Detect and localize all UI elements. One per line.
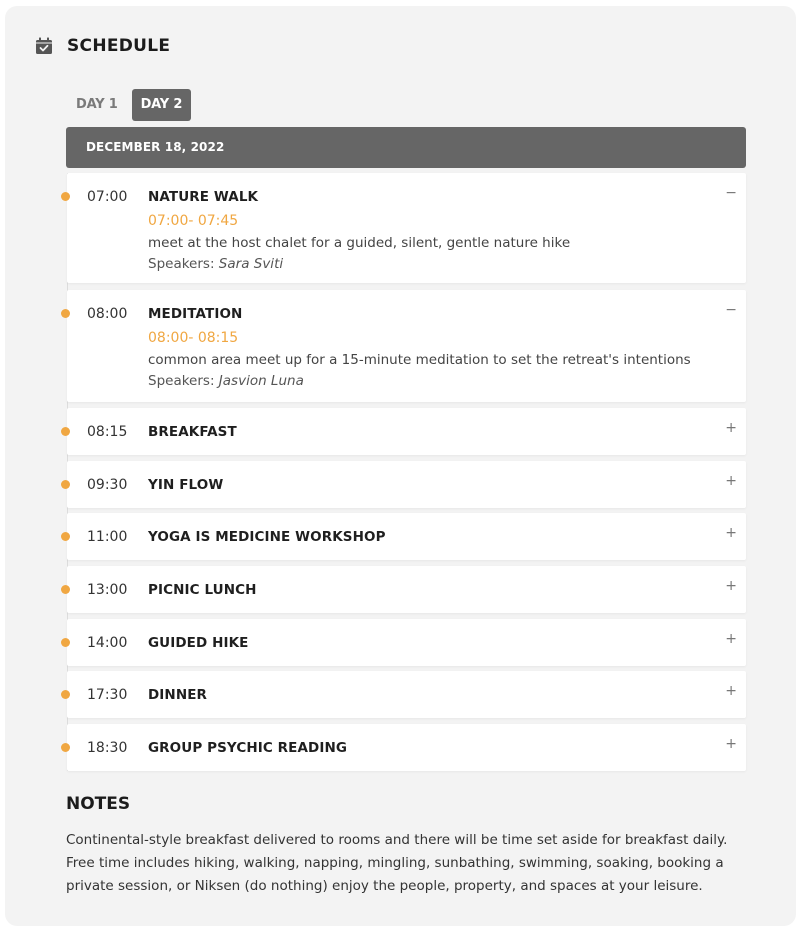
expand-icon[interactable]: + xyxy=(725,683,737,699)
item-title: YOGA IS MEDICINE WORKSHOP xyxy=(148,529,386,545)
timeline-dot xyxy=(61,480,70,489)
timeline-dot xyxy=(61,743,70,752)
timeline-dot xyxy=(61,192,70,201)
item-time-range: 07:00- 07:45 xyxy=(148,213,239,229)
item-time: 13:00 xyxy=(87,582,128,598)
item-time: 09:30 xyxy=(87,477,128,493)
item-time: 08:15 xyxy=(87,424,128,440)
expand-icon[interactable]: + xyxy=(725,420,737,436)
item-time: 18:30 xyxy=(87,740,128,756)
expand-icon[interactable]: + xyxy=(725,473,737,489)
timeline-dot xyxy=(61,309,70,318)
collapse-icon[interactable]: − xyxy=(725,302,737,318)
item-title: GUIDED HIKE xyxy=(148,635,249,651)
timeline-dot xyxy=(61,532,70,541)
schedule-item-yoga-workshop[interactable] xyxy=(67,513,746,560)
schedule-item-yin-flow[interactable] xyxy=(67,461,746,508)
item-title: PICNIC LUNCH xyxy=(148,582,257,598)
timeline-dot xyxy=(61,690,70,699)
speaker-name: Sara Sviti xyxy=(218,256,284,272)
item-title: MEDITATION xyxy=(148,306,243,322)
notes-text: Continental-style breakfast delivered to rooms and there will be time set aside for breakfast daily. Free time includes hiking, walking, napping, mingling, sunbathing, swimming, soaking, booking a private session, or Niksen (do nothing) enjoy the people, property, and spaces at your leisure. xyxy=(66,832,728,894)
item-title: YIN FLOW xyxy=(148,477,224,493)
expand-icon[interactable]: + xyxy=(725,525,737,541)
schedule-item-picnic-lunch[interactable] xyxy=(67,566,746,613)
collapse-icon[interactable]: − xyxy=(725,185,737,201)
schedule-header xyxy=(33,34,170,58)
timeline xyxy=(66,173,746,771)
timeline-dot xyxy=(61,427,70,436)
item-time: 07:00 xyxy=(87,189,128,205)
tab-day-2[interactable]: DAY 2 xyxy=(132,89,192,121)
item-title: DINNER xyxy=(148,687,208,703)
date-bar xyxy=(66,127,746,168)
schedule-panel xyxy=(5,6,796,926)
item-description: meet at the host chalet for a guided, silent, gentle nature hike xyxy=(148,235,571,251)
item-title: BREAKFAST xyxy=(148,424,237,440)
schedule-item-guided-hike[interactable] xyxy=(67,619,746,666)
item-time: 17:30 xyxy=(87,687,128,703)
item-title: GROUP PSYCHIC READING xyxy=(148,740,348,756)
item-time: 11:00 xyxy=(87,529,128,545)
speaker-name: Jasvion Luna xyxy=(218,373,304,389)
tab-day-1[interactable]: DAY 1 xyxy=(76,97,118,112)
item-time-range: 08:00- 08:15 xyxy=(148,330,239,346)
schedule-item-nature-walk[interactable] xyxy=(67,173,746,283)
timeline-dot xyxy=(61,638,70,647)
calendar-check-icon xyxy=(35,37,53,55)
item-speakers: Speakers: Jasvion Luna xyxy=(148,373,304,389)
schedule-item-breakfast[interactable] xyxy=(67,408,746,455)
day-tabs xyxy=(67,89,191,121)
expand-icon[interactable]: + xyxy=(725,736,737,752)
schedule-item-psychic-reading[interactable] xyxy=(67,724,746,771)
schedule-title: SCHEDULE xyxy=(67,36,171,56)
item-description: common area meet up for a 15-minute meditation to set the retreat's intentions xyxy=(148,352,691,368)
expand-icon[interactable]: + xyxy=(725,578,737,594)
item-time: 08:00 xyxy=(87,306,128,322)
timeline-dot xyxy=(61,585,70,594)
notes-title: NOTES xyxy=(66,794,131,814)
item-time: 14:00 xyxy=(87,635,128,651)
schedule-item-dinner[interactable] xyxy=(67,671,746,718)
schedule-item-meditation[interactable] xyxy=(67,290,746,402)
item-title: NATURE WALK xyxy=(148,189,259,205)
item-speakers: Speakers: Sara Sviti xyxy=(148,256,284,272)
date-label: DECEMBER 18, 2022 xyxy=(86,140,225,154)
expand-icon[interactable]: + xyxy=(725,631,737,647)
